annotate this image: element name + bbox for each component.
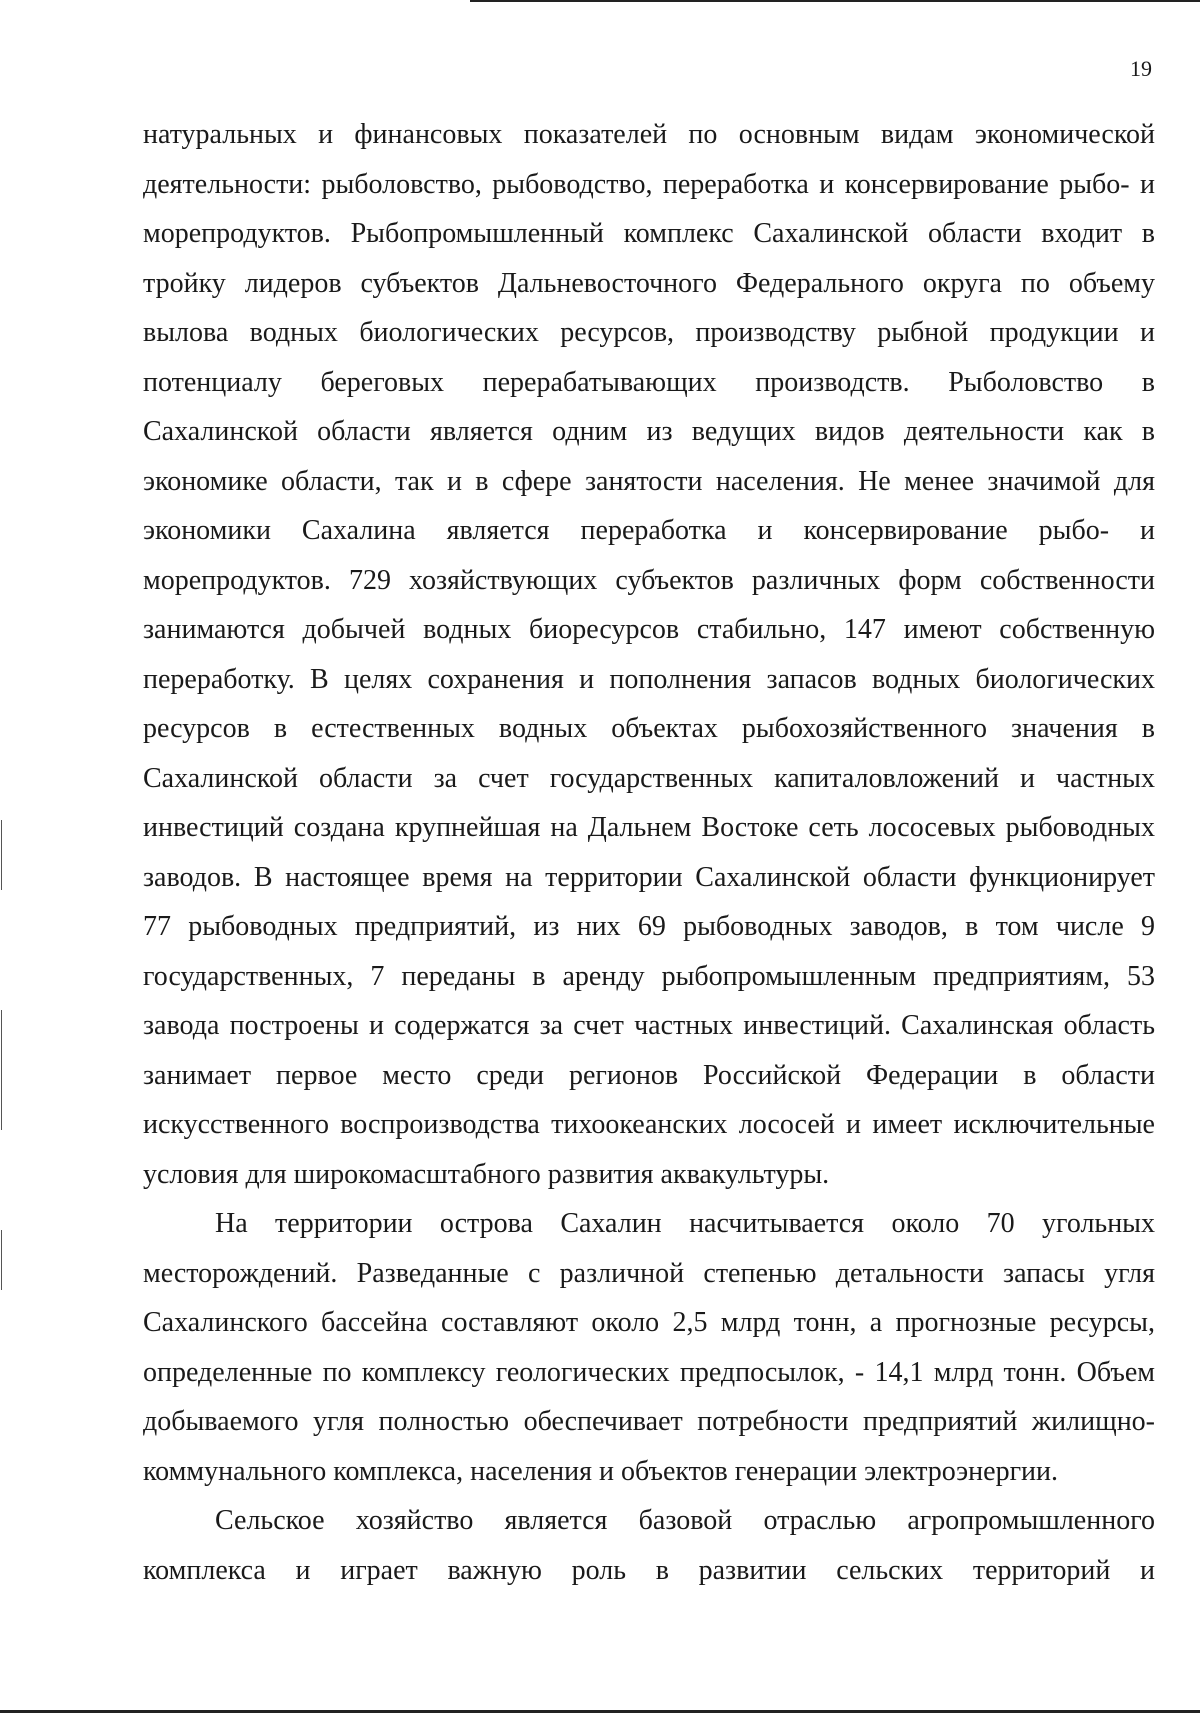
text-line: 77 рыбоводных предприятий, из них 69 рыбоводных заводов, в том числе 9 <box>143 911 1155 942</box>
scan-edge-mark <box>1 1230 2 1290</box>
text-line: государственных, 7 переданы в аренду рыбопромышленным предприятиям, 53 <box>143 960 1155 992</box>
text-line: вылова водных биологических ресурсов, производству рыбной продукции и <box>143 317 1155 348</box>
scan-edge-mark <box>1 1010 2 1130</box>
text-line: занимает первое место среди регионов Российской Федерации в области <box>143 1059 1155 1091</box>
text-line: переработку. В целях сохранения и пополнения запасов водных биологических <box>143 663 1155 695</box>
text-line: морепродуктов. Рыбопромышленный комплекс Сахалинской области входит в <box>143 218 1155 249</box>
text-line: На территории острова Сахалин насчитывается около 70 угольных <box>215 1208 1155 1239</box>
text-line: инвестиций создана крупнейшая на Дальнем Востоке сеть лососевых рыбоводных <box>143 812 1155 843</box>
paragraph-coal <box>143 1199 1155 1496</box>
text-line: заводов. В настоящее время на территории Сахалинской области функционирует <box>143 861 1155 893</box>
text-line: потенциалу береговых перерабатывающих производств. Рыболовство в <box>143 366 1155 398</box>
text-line: экономике области, так и в сфере занятости населения. Не менее значимой для <box>143 465 1155 497</box>
text-line: коммунального комплекса, населения и объектов генерации электроэнергии. <box>143 1455 1059 1487</box>
text-line: определенные по комплексу геологических предпосылок, - 14,1 млрд тонн. Объем <box>143 1356 1155 1388</box>
text-line: деятельности: рыболовство, рыбоводство, переработка и консервирование рыбо- и <box>143 168 1155 200</box>
document-body <box>143 110 1155 1595</box>
paragraph-fishery <box>143 110 1155 1199</box>
scan-edge-bottom <box>0 1710 1200 1713</box>
text-line: морепродуктов. 729 хозяйствующих субъектов различных форм собственности <box>143 564 1155 596</box>
text-line: занимаются добычей водных биоресурсов стабильно, 147 имеют собственную <box>143 614 1155 645</box>
text-line: Сахалинского бассейна составляют около 2,5 млрд тонн, а прогнозные ресурсы, <box>143 1307 1155 1338</box>
scan-edge-top <box>470 0 1200 2</box>
text-line: условия для широкомасштабного развития аквакультуры. <box>143 1158 830 1190</box>
paragraph-agriculture <box>143 1496 1155 1595</box>
text-line: завода построены и содержатся за счет частных инвестиций. Сахалинская область <box>143 1010 1155 1041</box>
text-line: комплекса и играет важную роль в развитии сельских территорий и <box>143 1554 1155 1586</box>
text-line: искусственного воспроизводства тихоокеанских лососей и имеет исключительные <box>143 1109 1155 1140</box>
text-line: экономики Сахалина является переработка и консервирование рыбо- и <box>143 515 1155 546</box>
text-line: Сельское хозяйство является базовой отраслью агропромышленного <box>215 1505 1155 1536</box>
text-line: Сахалинской области является одним из ведущих видов деятельности как в <box>143 416 1155 447</box>
text-line: добываемого угля полностью обеспечивает потребности предприятий жилищно- <box>143 1406 1155 1437</box>
text-line: ресурсов в естественных водных объектах рыбохозяйственного значения в <box>143 713 1155 744</box>
scan-edge-mark <box>1 820 2 890</box>
page-number: 19 <box>1130 56 1152 81</box>
text-line: Сахалинской области за счет государственных капиталовложений и частных <box>143 762 1155 794</box>
text-line: месторождений. Разведанные с различной степенью детальности запасы угля <box>143 1257 1155 1289</box>
text-line: натуральных и финансовых показателей по основным видам экономической <box>143 119 1155 150</box>
text-line: тройку лидеров субъектов Дальневосточного Федерального округа по объему <box>143 267 1155 299</box>
